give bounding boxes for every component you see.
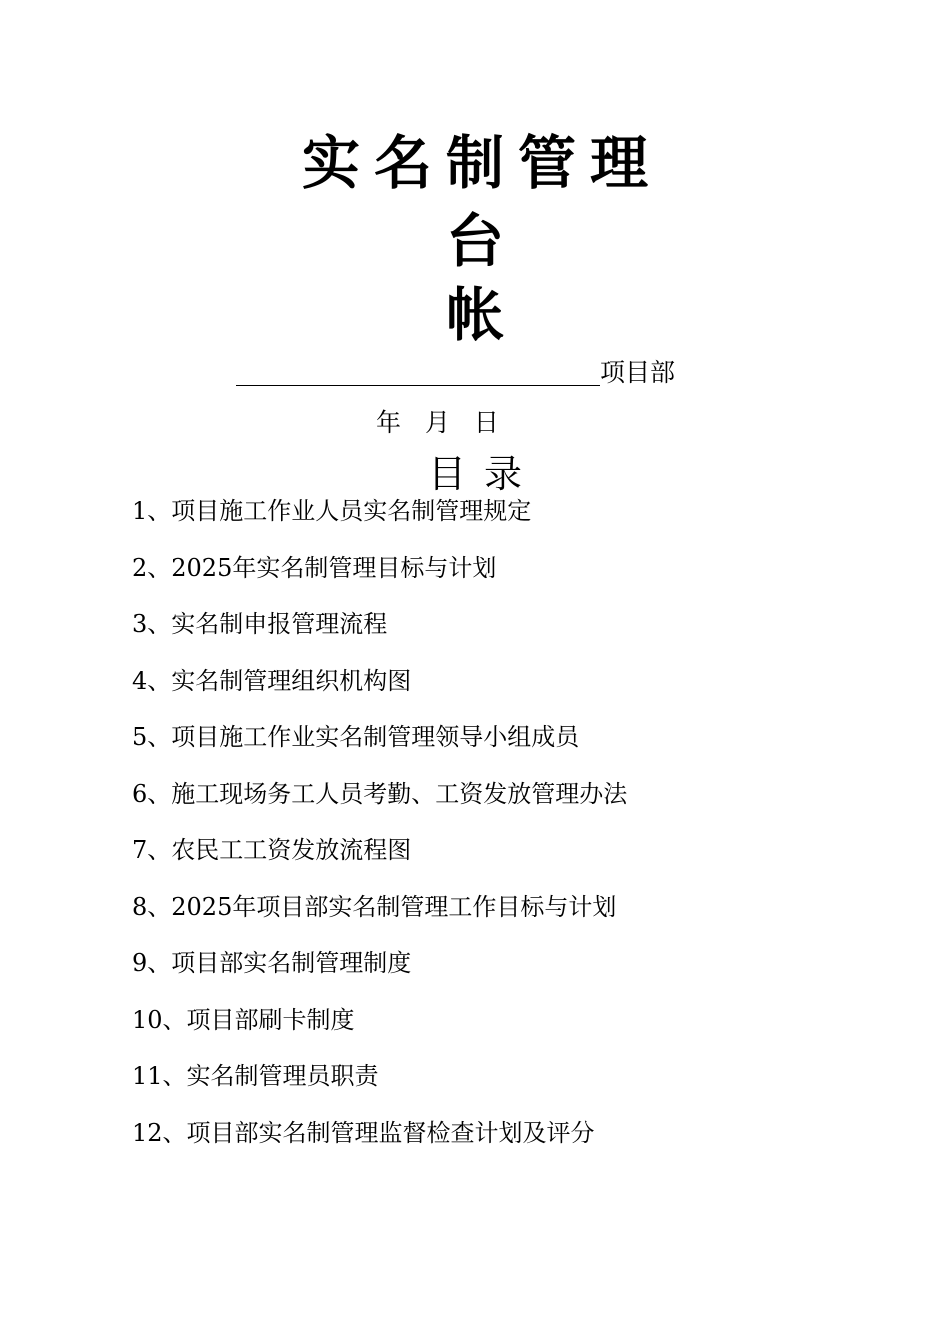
- toc-item-8: 8、2025年项目部实名制管理工作目标与计划: [132, 892, 617, 921]
- department-suffix: 项目部: [600, 358, 676, 387]
- title-line-3: 帐: [445, 281, 504, 349]
- toc-heading: 目录: [427, 452, 540, 496]
- toc-item-11: 11、实名制管理员职责: [132, 1062, 379, 1090]
- toc-item-2: 2、2025年实名制管理目标与计划: [132, 553, 497, 582]
- toc-item-5: 5、项目施工作业实名制管理领导小组成员: [132, 723, 580, 751]
- department-row: [236, 356, 675, 390]
- toc-item-12: 12、项目部实名制管理监督检查计划及评分: [132, 1118, 595, 1147]
- toc-item-7: 7、农民工工资发放流程图: [132, 836, 412, 864]
- title-line-1: 实名制管理: [301, 129, 662, 197]
- toc-list: [132, 494, 627, 1172]
- department-blank-line: [236, 357, 600, 386]
- toc-item-10: 10、项目部刷卡制度: [132, 1005, 355, 1034]
- toc-item-3: 3、实名制申报管理流程: [132, 610, 388, 638]
- date-line: 年 月 日: [376, 408, 501, 437]
- toc-item-4: 4、实名制管理组织机构图: [132, 666, 412, 695]
- toc-item-1: 1、项目施工作业人员实名制管理规定: [132, 497, 532, 525]
- toc-item-6: 6、施工现场务工人员考勤、工资发放管理办法: [132, 779, 628, 808]
- toc-item-9: 9、项目部实名制管理制度: [132, 949, 412, 977]
- title-line-2: 台: [445, 207, 504, 275]
